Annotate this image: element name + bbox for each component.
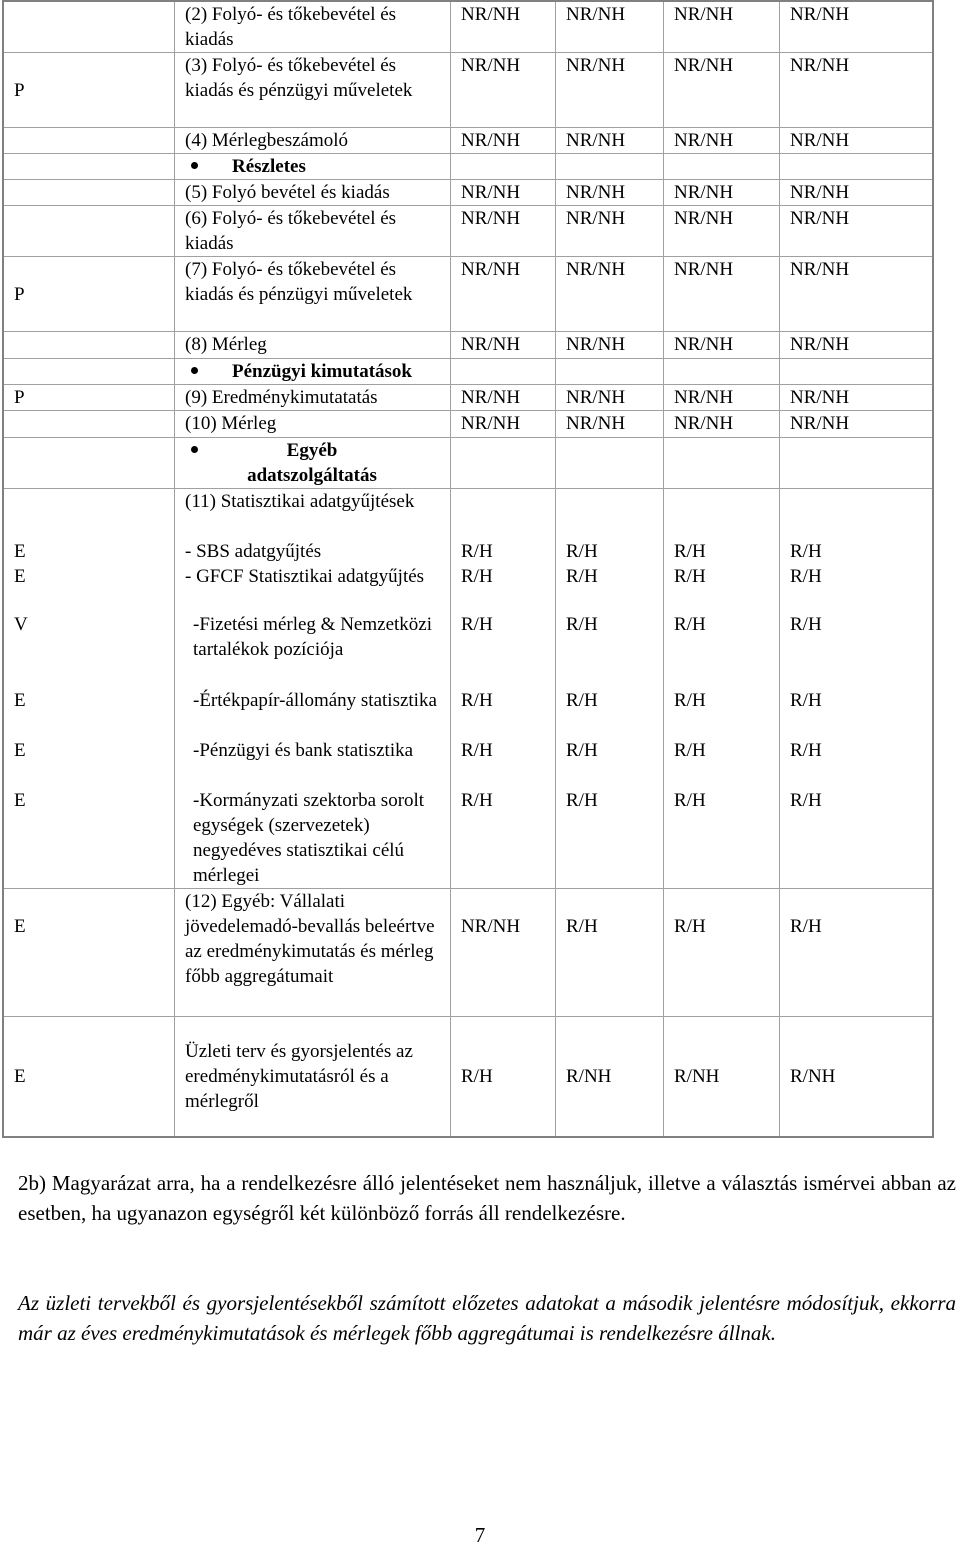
stat-item-label: -Fizetési mérleg & Nemzetközi tartalékok pozíciója (193, 614, 432, 660)
stat-item-label: -Pénzügyi és bank statisztika (193, 740, 414, 761)
value-cell: NR/NH (780, 53, 932, 128)
table-row (4, 332, 932, 359)
section-heading (175, 154, 451, 180)
side-cell (4, 438, 175, 489)
side-cell: P (4, 257, 175, 332)
section-heading (175, 438, 451, 489)
row-label: (12) Egyéb: Vállalati jövedelemadó-bevallás beleértve az eredménykimutatás és mérleg főbb aggregátumait (175, 889, 451, 1017)
stat-item-value: R/H (674, 740, 706, 761)
stat-item-value: R/H (790, 690, 822, 711)
side-cell (4, 154, 175, 180)
table-row (4, 206, 932, 257)
value-cell: NR/NH (451, 128, 556, 154)
value-cell (780, 438, 932, 489)
value-cell: NR/NH (664, 128, 780, 154)
stat-item-value: R/H (461, 566, 493, 587)
value-cell (780, 359, 932, 385)
value-cell: NR/NH (451, 411, 556, 438)
value-cell: NR/NH (664, 206, 780, 257)
value-cell (664, 438, 780, 489)
value-cell: NR/NH (780, 180, 932, 206)
section-heading-row (4, 438, 932, 489)
value-cell: NR/NH (451, 332, 556, 359)
section-heading-text: Pénzügyi kimutatások (232, 361, 412, 382)
stat-item-value: R/H (566, 740, 598, 761)
value-cell (664, 889, 780, 1017)
value-cell (664, 359, 780, 385)
value-cell (451, 489, 556, 889)
stat-item-side: E (14, 740, 26, 761)
table-row (4, 1017, 932, 1136)
stat-labels (175, 489, 451, 889)
value-cell: NR/NH (451, 385, 556, 411)
value-text: NR/NH (461, 916, 521, 937)
row-label: Üzleti terv és gyorsjelentés az eredménykimutatásról és a mérlegről (175, 1017, 451, 1136)
stat-item-value: R/H (461, 740, 493, 761)
stat-item-value: R/H (674, 690, 706, 711)
side-cell (4, 2, 175, 53)
row-label: (9) Eredménykimutatatás (175, 385, 451, 411)
value-cell (451, 359, 556, 385)
explanation-paragraph: 2b) Magyarázat arra, ha a rendelkezésre álló jelentéseket nem használjuk, illetve a választás ismérvei abban az esetben, ha ugyanazon egységről két különböző forrás áll rendelkezésre. (18, 1171, 956, 1225)
side-cell (4, 411, 175, 438)
value-cell: NR/NH (556, 206, 664, 257)
stat-item-label: -Kormányzati szektorba sorolt egységek (szervezetek) negyedéves statisztikai célú mérlegei (193, 790, 425, 886)
stat-item-label: - SBS adatgyűjtés (185, 541, 322, 562)
value-cell (556, 438, 664, 489)
stat-item-value: R/H (674, 541, 706, 562)
value-cell: NR/NH (451, 206, 556, 257)
value-cell (780, 889, 932, 1017)
value-cell: R/NH (664, 1017, 780, 1136)
side-cell: P (4, 385, 175, 411)
stat-item-value: R/H (790, 541, 822, 562)
stat-item-side: E (14, 541, 26, 562)
value-text: R/H (790, 916, 822, 937)
stat-item-value: R/H (790, 790, 822, 811)
value-cell: NR/NH (664, 53, 780, 128)
section-heading-text: Részletes (232, 156, 306, 177)
stat-item-value: R/H (566, 566, 598, 587)
table-row (4, 180, 932, 206)
value-cell: NR/NH (451, 257, 556, 332)
row-label: (6) Folyó- és tőkebevétel és kiadás (175, 206, 451, 257)
side-cell (4, 180, 175, 206)
table-row (4, 385, 932, 411)
stat-item-value: R/H (461, 541, 493, 562)
value-cell: NR/NH (556, 411, 664, 438)
value-cell: NR/NH (451, 180, 556, 206)
row-label: (5) Folyó bevétel és kiadás (175, 180, 451, 206)
stat-item-side: E (14, 690, 26, 711)
value-cell: NR/NH (780, 411, 932, 438)
bullet-icon (191, 162, 198, 169)
value-cell: NR/NH (556, 180, 664, 206)
side-cell (4, 332, 175, 359)
value-cell (451, 889, 556, 1017)
row-label: (8) Mérleg (175, 332, 451, 359)
value-cell (556, 489, 664, 889)
side-cell: E (4, 1017, 175, 1136)
section-heading-row (4, 154, 932, 180)
stat-item-value: R/H (461, 614, 493, 635)
stat-item-value: R/H (566, 790, 598, 811)
value-cell (451, 154, 556, 180)
stat-item-value: R/H (566, 690, 598, 711)
value-cell (664, 489, 780, 889)
value-cell (780, 489, 932, 889)
section-heading (175, 359, 451, 385)
stat-item-value: R/H (674, 566, 706, 587)
stat-item-side: E (14, 790, 26, 811)
value-cell: NR/NH (451, 2, 556, 53)
stat-item-value: R/H (566, 614, 598, 635)
side-cell (4, 489, 175, 889)
side-cell: P (4, 53, 175, 128)
value-cell (451, 438, 556, 489)
value-cell: NR/NH (556, 128, 664, 154)
value-cell: NR/NH (780, 2, 932, 53)
row-label: (3) Folyó- és tőkebevétel és kiadás és pénzügyi műveletek (175, 53, 451, 128)
stat-title: (11) Statisztikai adatgyűjtések (185, 491, 415, 512)
stat-item-label: -Értékpapír-állomány statisztika (193, 690, 437, 711)
value-cell: NR/NH (556, 385, 664, 411)
side-cell (4, 889, 175, 1017)
value-cell: NR/NH (780, 206, 932, 257)
value-cell: NR/NH (780, 257, 932, 332)
table (4, 2, 932, 1136)
table-row (4, 128, 932, 154)
value-cell (556, 889, 664, 1017)
section-heading-row (4, 359, 932, 385)
value-cell: NR/NH (556, 2, 664, 53)
value-cell: NR/NH (664, 385, 780, 411)
row-label: (2) Folyó- és tőkebevétel és kiadás (175, 2, 451, 53)
stat-item-value: R/H (674, 614, 706, 635)
value-cell (780, 154, 932, 180)
value-cell (556, 154, 664, 180)
table-row (4, 53, 932, 128)
bullet-icon (191, 446, 198, 453)
statistics-block-row (4, 489, 932, 889)
value-cell: NR/NH (780, 128, 932, 154)
value-cell: NR/NH (664, 2, 780, 53)
value-cell: NR/NH (556, 257, 664, 332)
side-cell (4, 206, 175, 257)
value-cell: NR/NH (556, 53, 664, 128)
stat-item-label: - GFCF Statisztikai adatgyűjtés (185, 566, 425, 587)
row-label: (10) Mérleg (175, 411, 451, 438)
page-number: 7 (474, 1523, 486, 1547)
table-row (4, 2, 932, 53)
value-cell: NR/NH (664, 180, 780, 206)
row-label: (4) Mérlegbeszámoló (175, 128, 451, 154)
stat-item-value: R/H (790, 740, 822, 761)
table-body (4, 2, 932, 1136)
bullet-icon (191, 367, 198, 374)
value-cell: NR/NH (451, 53, 556, 128)
stat-item-side: E (14, 566, 26, 587)
note-paragraph: Az üzleti tervekből és gyorsjelentésekből számított előzetes adatokat a második jelentésre módosítjuk, ekkorra már az éves eredménykimutatások és mérlegek főbb aggregátumai is rendelkezésre állnak. (18, 1291, 956, 1345)
value-text: R/H (674, 916, 706, 937)
value-cell: NR/NH (556, 332, 664, 359)
table-row (4, 411, 932, 438)
value-cell: NR/NH (664, 257, 780, 332)
value-cell: NR/NH (664, 332, 780, 359)
value-cell (664, 154, 780, 180)
value-cell: R/H (451, 1017, 556, 1136)
stat-item-value: R/H (461, 790, 493, 811)
stat-item-value: R/H (674, 790, 706, 811)
stat-item-value: R/H (461, 690, 493, 711)
side-cell (4, 128, 175, 154)
stat-item-side: V (14, 614, 28, 635)
row-label: (7) Folyó- és tőkebevétel és kiadás és pénzügyi műveletek (175, 257, 451, 332)
value-cell: NR/NH (780, 332, 932, 359)
table-row (4, 257, 932, 332)
value-cell: R/NH (556, 1017, 664, 1136)
stat-item-value: R/H (566, 541, 598, 562)
value-cell: NR/NH (664, 411, 780, 438)
side-text: E (14, 916, 26, 937)
value-cell: R/NH (790, 1066, 836, 1087)
section-heading-text: Egyéb adatszolgáltatás (247, 440, 377, 486)
stat-item-value: R/H (790, 614, 822, 635)
stat-item-value: R/H (790, 566, 822, 587)
data-source-table (2, 0, 934, 1138)
side-cell (4, 359, 175, 385)
value-cell: NR/NH (780, 385, 932, 411)
table-row (4, 889, 932, 1017)
value-cell (556, 359, 664, 385)
value-text: R/H (566, 916, 598, 937)
